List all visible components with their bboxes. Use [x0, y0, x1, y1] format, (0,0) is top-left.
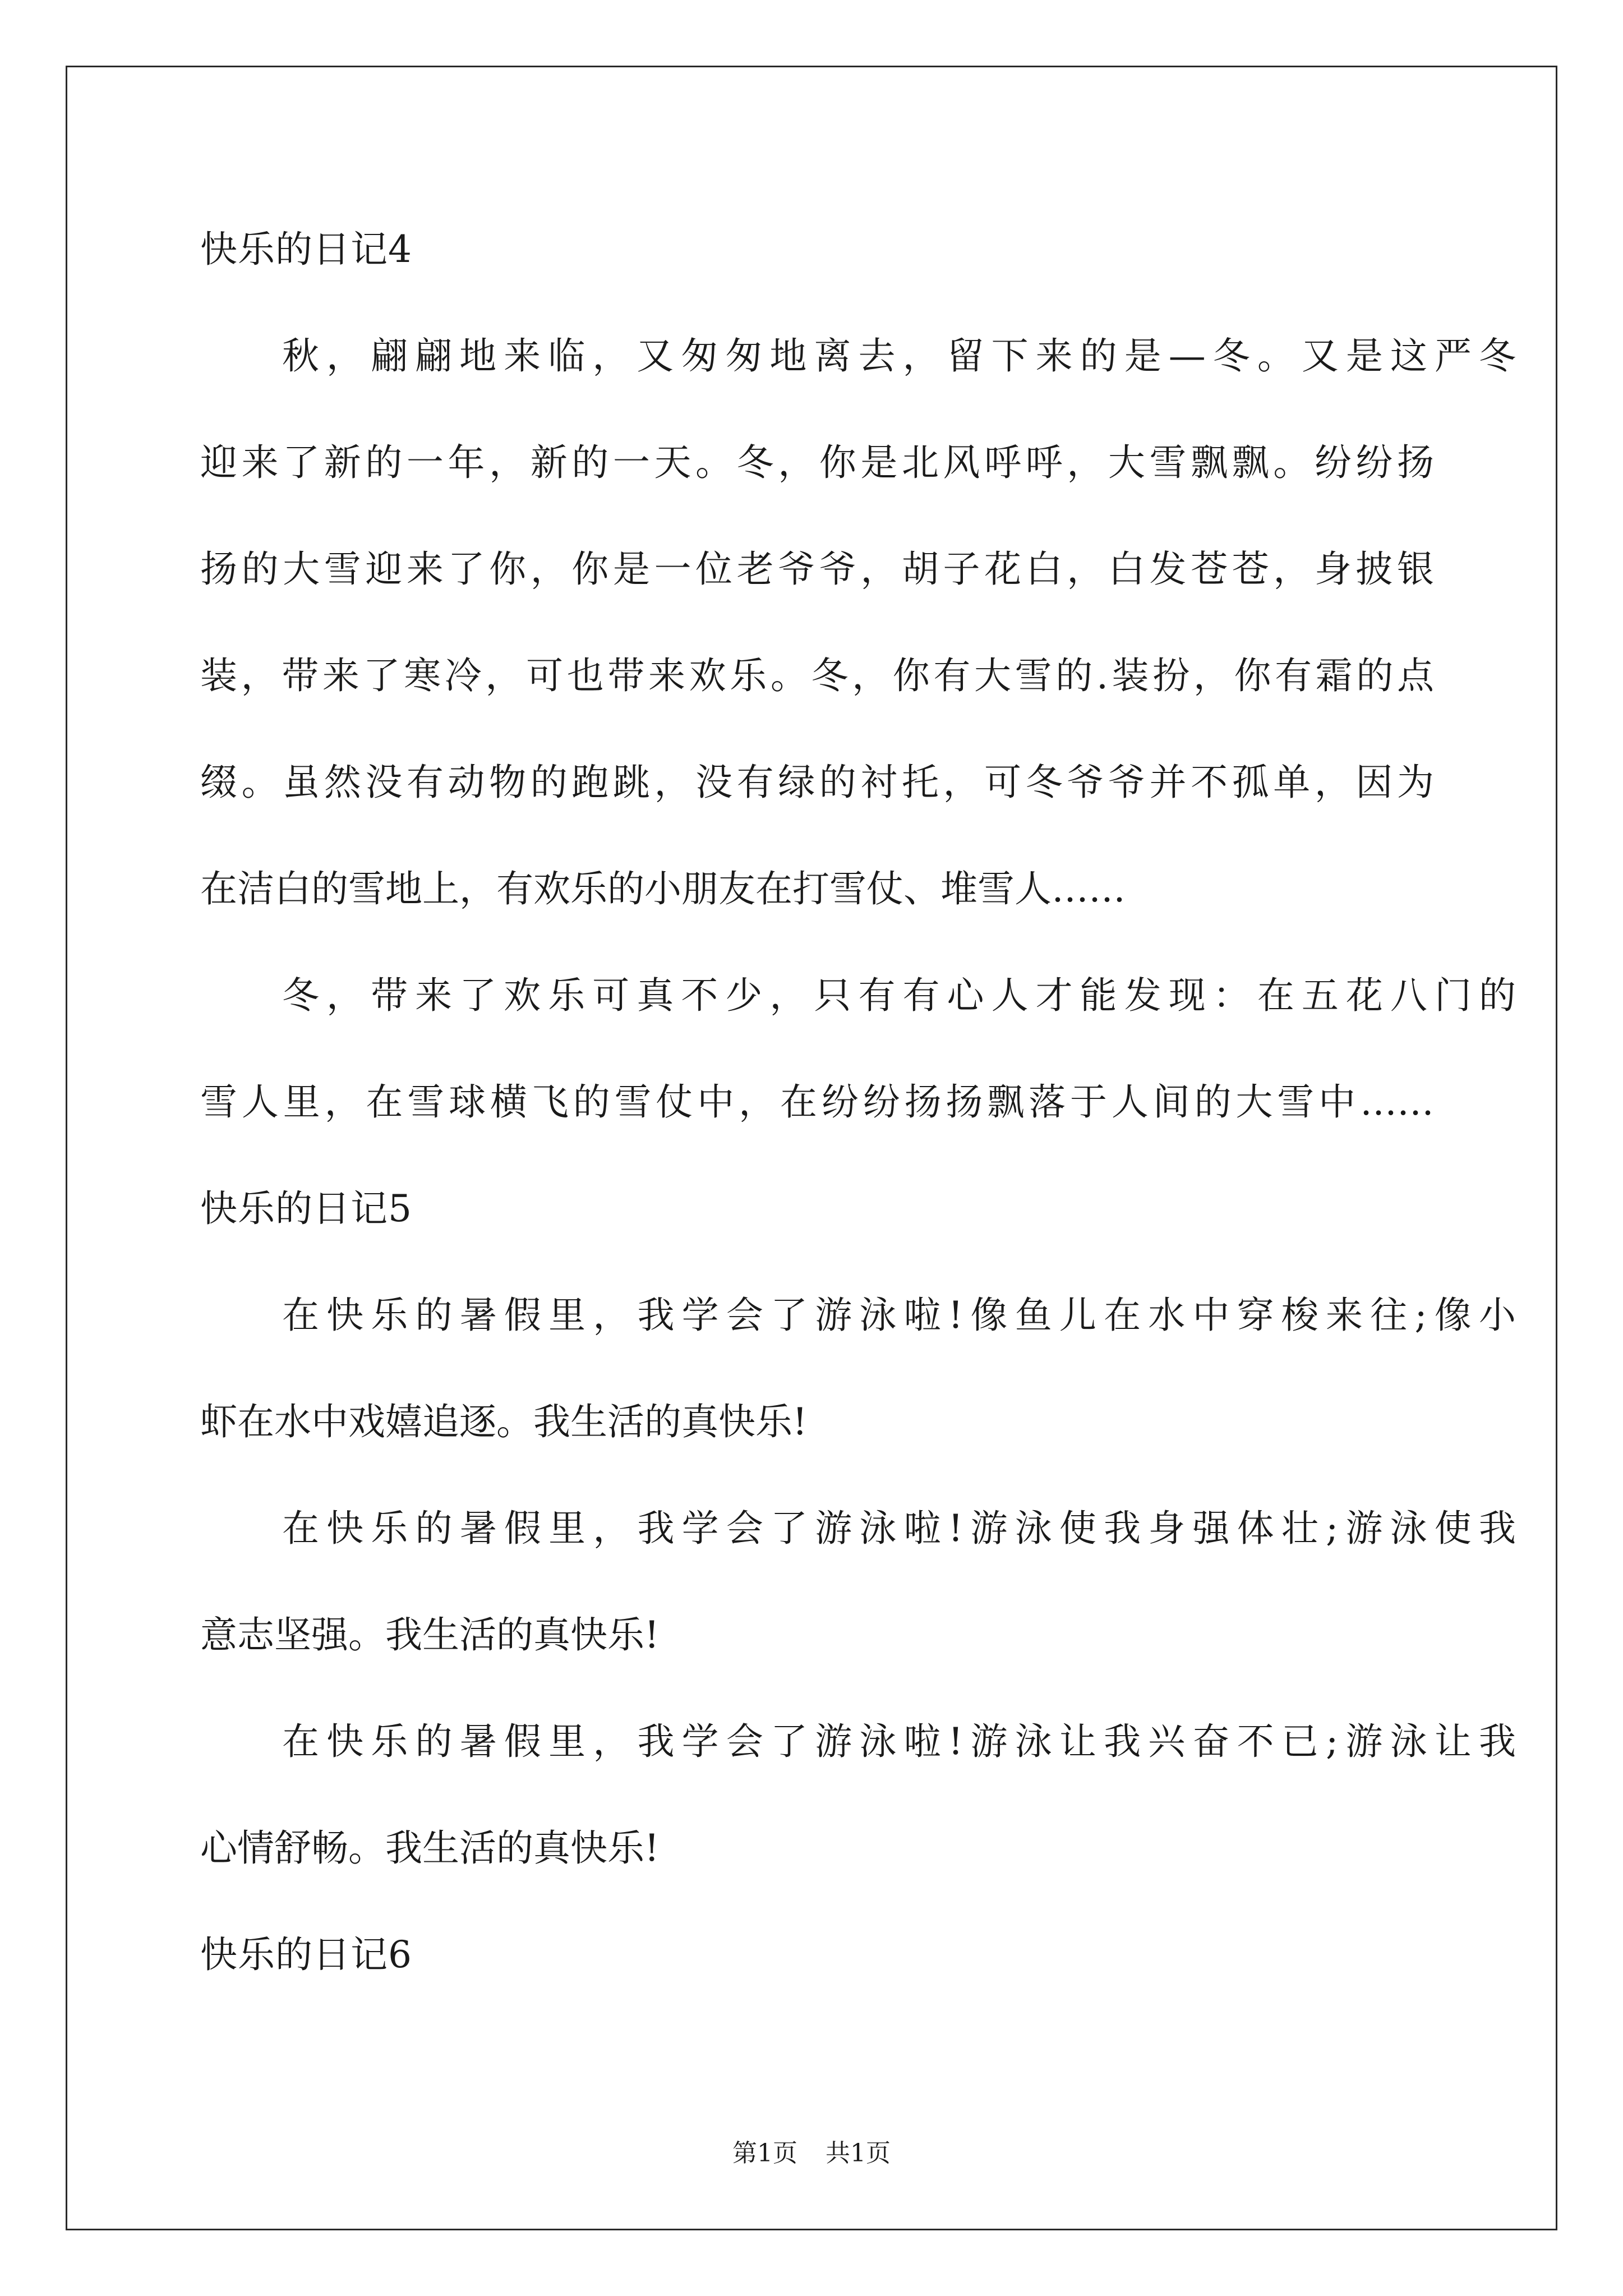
paragraph-line: 冬，带来了欢乐可真不少，只有有心人才能发现：在五花八门的 [282, 974, 1516, 1017]
section-heading: 快乐的日记4 [200, 228, 412, 271]
paragraph-line: 在快乐的暑假里，我学会了游泳啦!游泳让我兴奋不已;游泳让我 [282, 1720, 1516, 1763]
paragraph-line: 雪人里，在雪球横飞的雪仗中，在纷纷扬扬飘落于人间的大雪中…… [200, 1080, 1434, 1124]
paragraph-line: 迎来了新的一年，新的一天。冬，你是北风呼呼，大雪飘飘。纷纷扬 [200, 441, 1434, 484]
paragraph-line: 在快乐的暑假里，我学会了游泳啦!像鱼儿在水中穿梭来往;像小 [282, 1294, 1516, 1337]
paragraph-line: 秋，翩翩地来临，又匆匆地离去，留下来的是—冬。又是这严冬 [282, 334, 1516, 378]
page-footer [0, 2137, 1623, 2170]
section-heading: 快乐的日记6 [200, 1933, 412, 1976]
paragraph-line: 在快乐的暑假里，我学会了游泳啦!游泳使我身强体壮;游泳使我 [282, 1507, 1516, 1550]
paragraph-line: 在洁白的雪地上，有欢乐的小朋友在打雪仗、堆雪人…… [200, 867, 1126, 910]
paragraph-line: 扬的大雪迎来了你，你是一位老爷爷，胡子花白，白发苍苍，身披银 [200, 547, 1434, 591]
page-border [66, 66, 1557, 2230]
page-number: 第1页 [732, 2139, 797, 2168]
paragraph-line: 虾在水中戏嬉追逐。我生活的真快乐! [200, 1400, 808, 1443]
page-total: 共1页 [826, 2139, 891, 2168]
paragraph-line: 装，带来了寒冷，可也带来欢乐。冬，你有大雪的.装扮，你有霜的点 [200, 654, 1434, 697]
paragraph-line: 意志坚强。我生活的真快乐! [200, 1613, 660, 1657]
paragraph-line: 缀。虽然没有动物的跑跳，没有绿的衬托，可冬爷爷并不孤单，因为 [200, 761, 1434, 804]
section-heading: 快乐的日记5 [200, 1187, 412, 1230]
paragraph-line: 心情舒畅。我生活的真快乐! [200, 1826, 660, 1870]
